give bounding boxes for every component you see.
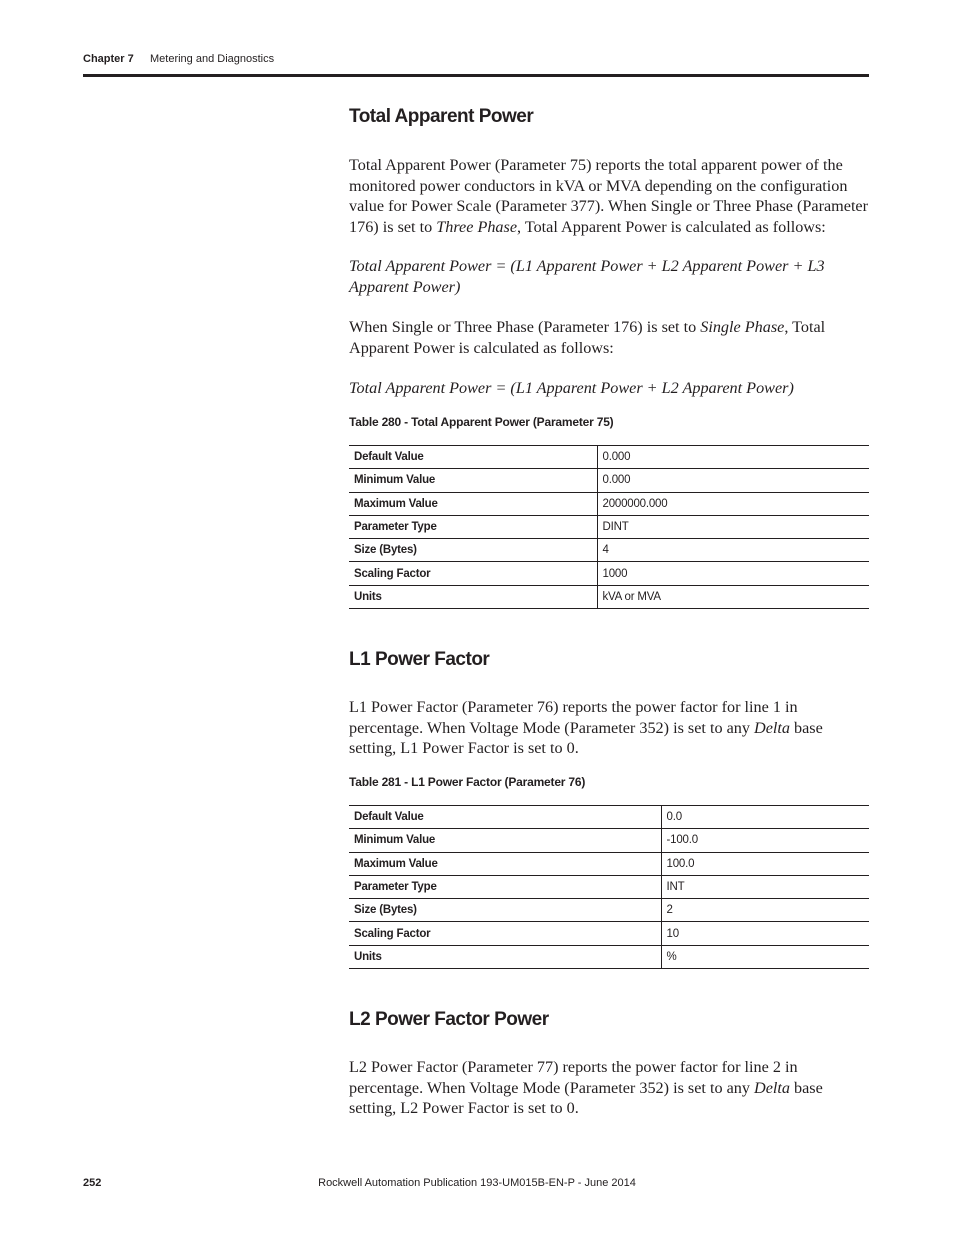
table-row-value: 10 [661,922,869,945]
table-row-value: INT [661,875,869,898]
table-row-key: Minimum Value [349,469,597,492]
parameter-table-76 [349,805,869,969]
table-caption: Table 280 - Total Apparent Power (Parameter 75) [349,415,614,429]
table-row-key: Size (Bytes) [349,539,597,562]
section-paragraph: Total Apparent Power (Parameter 75) reports the total apparent power of the monitored power conductors in kVA or MVA depending on the configuration value for Power Scale (Parameter 377). When Single or Three Phase (Parameter 176) is set to Three Phase, Total Apparent Power is calculated as follows: [349,156,869,236]
section-paragraph: L1 Power Factor (Parameter 76) reports the power factor for line 1 in percentage. When Voltage Mode (Parameter 352) is set to any Delta base setting, L1 Power Factor is set to 0. [349,698,823,757]
table-row [349,492,869,515]
table-row-value: 1000 [597,562,869,585]
section-heading-total-apparent-power: Total Apparent Power [349,106,534,127]
section-heading-l2-power-factor: L2 Power Factor Power [349,1009,549,1030]
table-row-key: Default Value [349,446,597,469]
table-row [349,446,869,469]
header-rule [83,74,869,77]
table-row [349,922,869,945]
chapter-label: Chapter 7 [83,53,134,65]
table-row-key: Parameter Type [349,875,661,898]
table-row-value: 2000000.000 [597,492,869,515]
table-row-value: DINT [597,515,869,538]
table-row-key: Parameter Type [349,515,597,538]
table-row-value: -100.0 [661,829,869,852]
table-row [349,469,869,492]
table-row-key: Size (Bytes) [349,899,661,922]
page-number: 252 [83,1177,102,1189]
table-row-value: 0.000 [597,469,869,492]
table-row-value: 2 [661,899,869,922]
table-row [349,875,869,898]
table-row-key: Scaling Factor [349,922,661,945]
section-heading-l1-power-factor: L1 Power Factor [349,649,490,670]
table-row-value: 100.0 [661,852,869,875]
table-row [349,515,869,538]
table-row-key: Maximum Value [349,492,597,515]
table-row-key: Maximum Value [349,852,661,875]
table-row-value: 0.000 [597,446,869,469]
table-row-key: Minimum Value [349,829,661,852]
formula-three-phase: Total Apparent Power = (L1 Apparent Power + L2 Apparent Power + L3 Apparent Power) [349,257,825,296]
table-row-value: % [661,945,869,968]
table-row-value: kVA or MVA [597,585,869,608]
table-row [349,945,869,968]
table-row [349,585,869,608]
table-row [349,562,869,585]
table-row [349,899,869,922]
publication-info: Rockwell Automation Publication 193-UM015B-EN-P - June 2014 [318,1177,636,1189]
table-row-value: 4 [597,539,869,562]
table-caption: Table 281 - L1 Power Factor (Parameter 76) [349,775,586,789]
table-row [349,539,869,562]
chapter-title: Metering and Diagnostics [150,53,275,65]
table-row [349,806,869,829]
formula-single-phase: Total Apparent Power = (L1 Apparent Power + L2 Apparent Power) [349,379,794,397]
parameter-table-75 [349,445,869,609]
section-paragraph: L2 Power Factor (Parameter 77) reports the power factor for line 2 in percentage. When Voltage Mode (Parameter 352) is set to any Delta base setting, L2 Power Factor is set to 0. [349,1058,823,1117]
section-paragraph: When Single or Three Phase (Parameter 176) is set to Single Phase, Total Apparent Power is calculated as follows: [349,318,826,357]
table-row-key: Units [349,945,661,968]
table-row [349,852,869,875]
table-row-key: Units [349,585,597,608]
table-row [349,829,869,852]
table-row-value: 0.0 [661,806,869,829]
table-row-key: Scaling Factor [349,562,597,585]
table-row-key: Default Value [349,806,661,829]
